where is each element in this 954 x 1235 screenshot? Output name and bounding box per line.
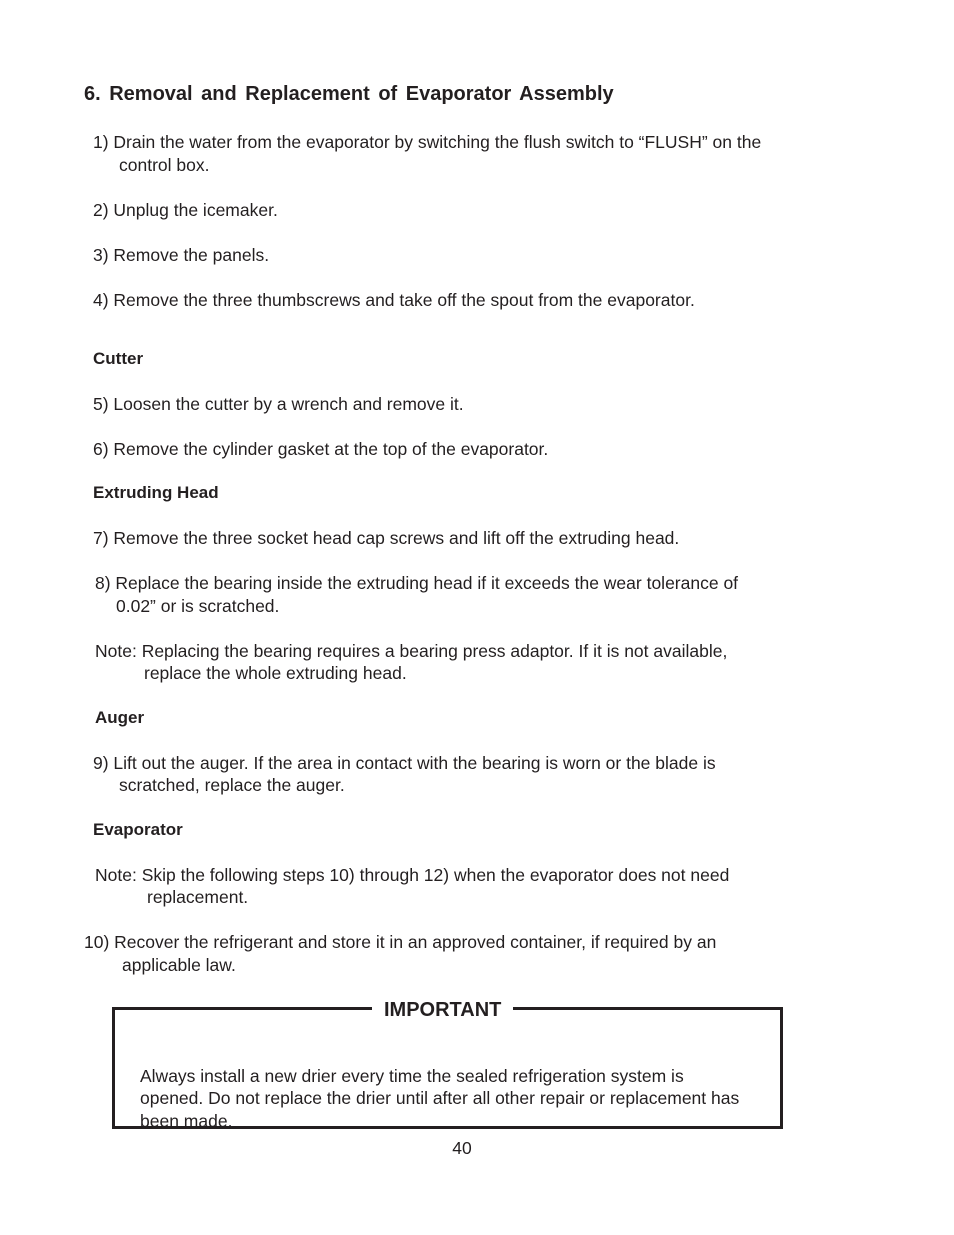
step-8-line-2: 0.02” or is scratched. bbox=[116, 596, 280, 616]
important-text: Always install a new drier every time the sealed refrigeration system is opened. Do not replace the drier until after all other repair or replacement has been made. bbox=[140, 1065, 740, 1131]
step-10-line-1: 10) Recover the refrigerant and store it in an approved container, if required by an bbox=[84, 932, 717, 952]
note-1-line-2: replace the whole extruding head. bbox=[144, 663, 407, 683]
heading-auger: Auger bbox=[95, 708, 145, 727]
step-9-line-2: scratched, replace the auger. bbox=[119, 775, 345, 795]
important-label: IMPORTANT bbox=[372, 997, 513, 1023]
note-1-line-1: Note: Replacing the bearing requires a bearing press adaptor. If it is not available, bbox=[95, 641, 728, 661]
heading-cutter: Cutter bbox=[93, 349, 144, 368]
note-2-line-1: Note: Skip the following steps 10) through 12) when the evaporator does not need bbox=[95, 865, 730, 885]
heading-extruding-head: Extruding Head bbox=[93, 483, 219, 502]
step-4: 4) Remove the three thumbscrews and take off the spout from the evaporator. bbox=[93, 290, 695, 310]
step-10-line-2: applicable law. bbox=[122, 955, 236, 975]
page-number: 40 bbox=[452, 1138, 472, 1158]
step-5: 5) Loosen the cutter by a wrench and remove it. bbox=[93, 394, 464, 414]
step-6: 6) Remove the cylinder gasket at the top of the evaporator. bbox=[93, 439, 549, 459]
step-1-line-1: 1) Drain the water from the evaporator by switching the flush switch to “FLUSH” on the bbox=[93, 132, 762, 152]
step-2: 2) Unplug the icemaker. bbox=[93, 200, 278, 220]
heading-evaporator: Evaporator bbox=[93, 820, 183, 839]
step-7: 7) Remove the three socket head cap screws and lift off the extruding head. bbox=[93, 528, 680, 548]
step-3: 3) Remove the panels. bbox=[93, 245, 270, 265]
note-2-line-2: replacement. bbox=[147, 887, 249, 907]
step-1-line-2: control box. bbox=[119, 155, 210, 175]
step-9-line-1: 9) Lift out the auger. If the area in contact with the bearing is worn or the blade is bbox=[93, 753, 716, 773]
section-title: 6. Removal and Replacement of Evaporator Assembly bbox=[84, 83, 614, 105]
step-8-line-1: 8) Replace the bearing inside the extruding head if it exceeds the wear tolerance of bbox=[95, 573, 739, 593]
